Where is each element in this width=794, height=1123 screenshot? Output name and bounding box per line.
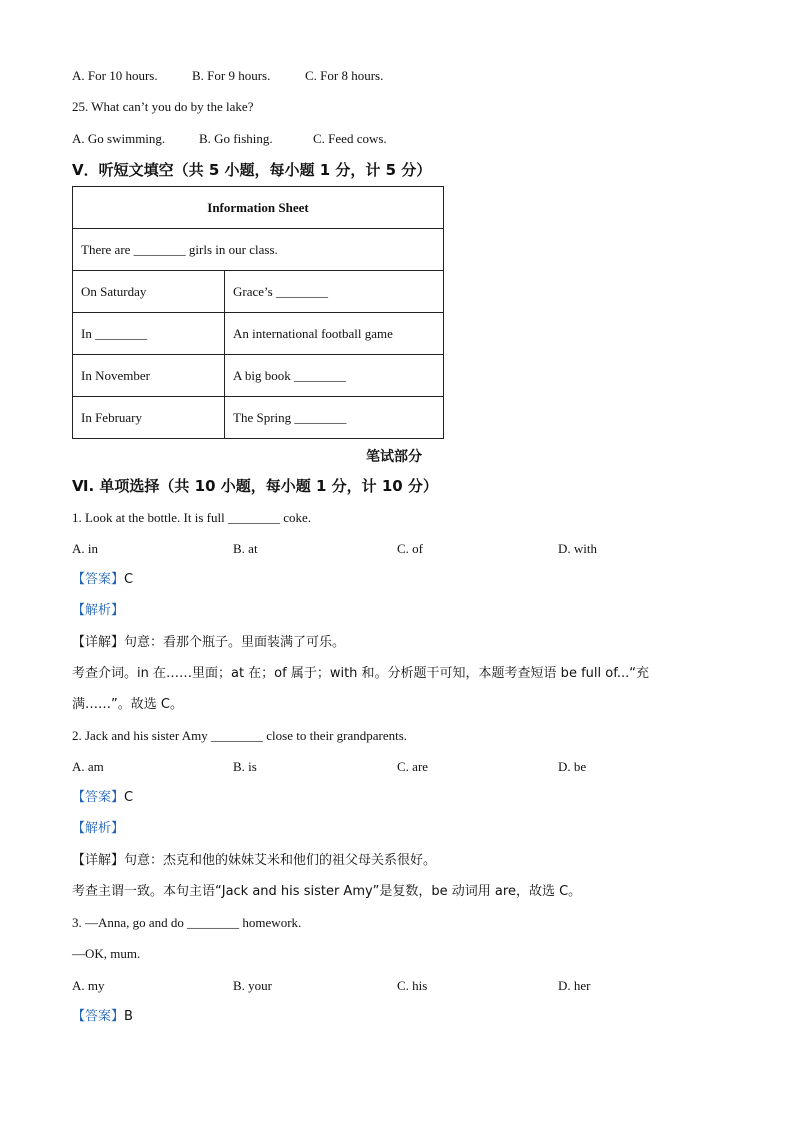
- q2-option-a: A. am: [72, 759, 104, 774]
- table-cell-event: An international football game: [225, 313, 444, 355]
- q3-option-b: B. your: [233, 978, 272, 993]
- q1-explanation-line-1: 考查介词。in 在……里面；at 在；of 属于；with 和。分析题干可知，本题考查短语 be full of...“充: [72, 666, 649, 681]
- q25-option-a: A. Go swimming.: [72, 131, 166, 146]
- detail-tag: 【详解】: [72, 635, 125, 650]
- table-cell-event: Grace’s ________: [225, 271, 444, 313]
- q3-option-d: D. her: [558, 978, 591, 993]
- q3-option-c: C. his: [397, 978, 428, 993]
- q25-question: 25. What can’t you do by the lake?: [72, 99, 254, 114]
- information-sheet-table: [72, 186, 444, 439]
- question-1: 1. Look at the bottle. It is full ________ coke.: [72, 510, 312, 525]
- q1-option-b: B. at: [233, 541, 258, 556]
- written-part-heading: 笔试部分: [366, 449, 422, 465]
- table-cell-time: In February: [73, 397, 225, 439]
- question-2: 2. Jack and his sister Amy ________ close to their grandparents.: [72, 728, 408, 743]
- analysis-tag: 【解析】: [72, 821, 125, 836]
- question-3-options: [72, 977, 732, 995]
- q24-option-a: A. For 10 hours.: [72, 68, 158, 83]
- section-6-title: Ⅵ. 单项选择（共 10 小题，每小题 1 分，计 10 分）: [72, 477, 438, 495]
- table-cell-event: The Spring ________: [225, 397, 444, 439]
- analysis-tag: 【解析】: [72, 603, 125, 618]
- q1-detail-line: [72, 634, 345, 652]
- q1-option-a: A. in: [72, 541, 98, 556]
- table-cell-event: A big book ________: [225, 355, 444, 397]
- table-row: [73, 271, 444, 313]
- q2-option-d: D. be: [558, 759, 587, 774]
- detail-text: 句意：杰克和他的妹妹艾米和他们的祖父母关系很好。: [124, 853, 437, 868]
- section-5-title: V．听短文填空（共 5 小题，每小题 1 分，计 5 分）: [72, 161, 432, 179]
- q25-option-b: B. Go fishing.: [199, 131, 273, 146]
- q25-option-c: C. Feed cows.: [313, 131, 387, 146]
- q24-option-b: B. For 9 hours.: [192, 68, 271, 83]
- q3-option-a: A. my: [72, 978, 105, 993]
- q2-option-b: B. is: [233, 759, 257, 774]
- q3-answer-line: [72, 1008, 133, 1026]
- table-cell-time: On Saturday: [73, 271, 225, 313]
- q1-explanation-line-2: 满……”。故选 C。: [72, 697, 183, 712]
- table-row: [73, 397, 444, 439]
- answer-tag: 【答案】: [72, 1009, 125, 1024]
- q1-option-d: D. with: [558, 541, 597, 556]
- question-3: 3. —Anna, go and do ________ homework.: [72, 915, 302, 930]
- q2-analysis-line: [72, 820, 124, 838]
- table-row: [73, 313, 444, 355]
- table-header: Information Sheet: [73, 187, 444, 229]
- answer-value: C: [124, 790, 134, 805]
- table-row: [73, 355, 444, 397]
- q25-options: [72, 130, 732, 148]
- question-1-options: [72, 540, 732, 558]
- q2-detail-line: [72, 852, 436, 870]
- answer-tag: 【答案】: [72, 572, 125, 587]
- table-row-girls: There are ________ girls in our class.: [73, 229, 444, 271]
- answer-value: C: [124, 572, 134, 587]
- answer-tag: 【答案】: [72, 790, 125, 805]
- table-cell-time: In November: [73, 355, 225, 397]
- question-2-options: [72, 758, 732, 776]
- detail-text: 句意：看那个瓶子。里面装满了可乐。: [124, 635, 346, 650]
- q24-option-c: C. For 8 hours.: [305, 68, 384, 83]
- q2-option-c: C. are: [397, 759, 429, 774]
- table-cell-time: In ________: [73, 313, 225, 355]
- q1-option-c: C. of: [397, 541, 423, 556]
- detail-tag: 【详解】: [72, 853, 125, 868]
- q1-answer-line: [72, 571, 133, 589]
- q24-options: [72, 67, 732, 85]
- q1-analysis-line: [72, 602, 124, 620]
- answer-value: B: [124, 1009, 133, 1024]
- q2-explanation-line-1: 考查主谓一致。本句主语“Jack and his sister Amy”是复数，be 动词用 are，故选 C。: [72, 884, 582, 899]
- q2-answer-line: [72, 789, 133, 807]
- question-3-reply: —OK, mum.: [72, 946, 141, 961]
